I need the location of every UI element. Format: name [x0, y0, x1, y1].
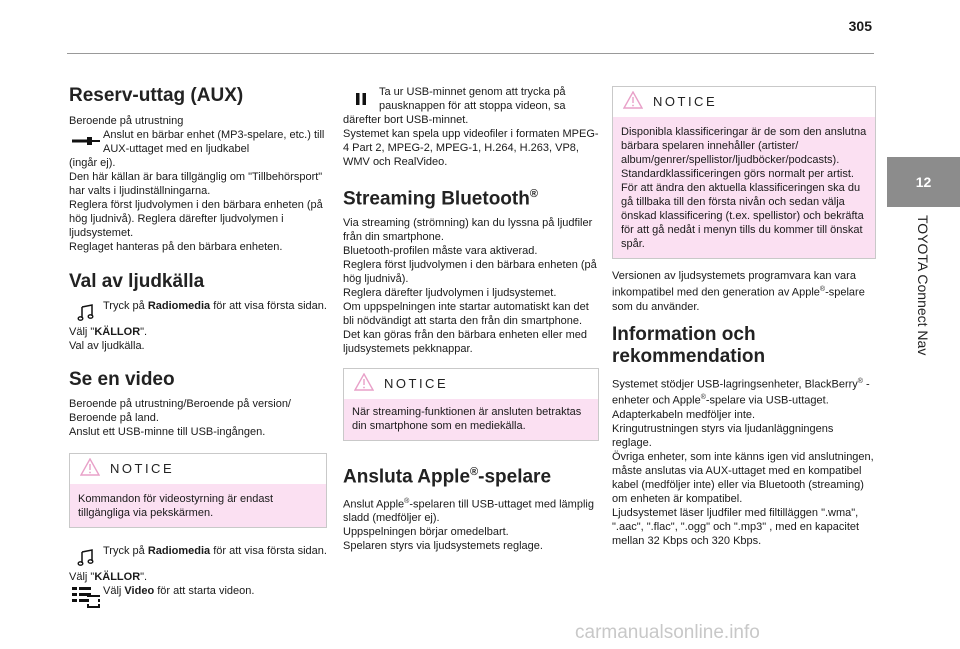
- registered-mark: ®: [470, 466, 479, 479]
- radiomedia-label: Radiomedia: [147, 300, 211, 312]
- warning-triangle-icon: [354, 373, 374, 395]
- notice-body: Disponibla klassificeringar är de som den anslutna bärbara spelaren innehåller (artister/ album/genrer/spellistor/ljudböcker/podcasts). Standardklassificeringen görs normalt per artist. För att ändra den aktuella klassificeringen ska du gå tillbaka till den första nivån och sedan välja önskad klassificering (t.ex. spellistor) och bekräfta för att gå nedåt i menyn tills du kommer till önskat spår.: [621, 126, 867, 250]
- text-part: Välj: [103, 585, 125, 597]
- source-radiomedia-text: [103, 299, 327, 313]
- notice-header: [70, 454, 326, 484]
- video-p1: Beroende på utrustning/Beroende på version/ Beroende på land.: [69, 398, 291, 424]
- watermark: carmanualsonline.info: [575, 622, 760, 643]
- video-p2: Anslut ett USB-minne till USB-ingången.: [69, 426, 266, 438]
- heading-text: Ansluta Apple: [343, 466, 471, 488]
- heading-text: -spelare: [478, 466, 552, 488]
- column-1: [69, 80, 327, 610]
- text-part: Tryck på: [103, 300, 148, 312]
- aux-cable-row: [69, 128, 327, 156]
- notice-box-video: [69, 453, 327, 528]
- bt-p4: Reglera därefter ljudvolymen i ljudsystemet.: [343, 287, 557, 300]
- video-select-text: [103, 584, 254, 598]
- bt-p5: Om uppspelningen inte startar automatiskt kan det bli nödvändigt att starta den från din smartphone.: [343, 301, 589, 328]
- bt-p3: Reglera först ljudvolymen i den bärbara enheten (på hög ljudnivå).: [343, 259, 597, 286]
- registered-mark: ®: [529, 188, 538, 200]
- video-list-icon: [69, 584, 103, 610]
- apple-p1: [343, 495, 599, 526]
- notice-header: [344, 369, 598, 399]
- info-p3: Övriga enheter, som inte känns igen vid anslutningen, måste anslutas via AUX-uttaget med en kompatibel kabel (medföljer inte) eller via Bluetooth (streaming) om enheten är kompatibel.: [612, 450, 874, 505]
- video-select-row: [69, 584, 327, 610]
- warning-triangle-icon: [80, 458, 100, 480]
- sources-label: KÄLLOR: [94, 571, 141, 583]
- notice-box-bluetooth: [343, 368, 599, 441]
- warning-triangle-icon: [623, 91, 643, 113]
- text-part: för att starta videon.: [154, 585, 255, 597]
- registered-mark: ®: [819, 286, 826, 293]
- pause-text: Ta ur USB-minnet genom att trycka på pausknappen för att stoppa videon, sa: [379, 86, 566, 112]
- source-choose: [69, 325, 327, 339]
- music-note-icon: [69, 299, 103, 325]
- heading-aux: Reserv-uttag (AUX): [69, 85, 244, 106]
- text-part: ".: [140, 571, 148, 583]
- aux-p4: Reglaget hanteras på den bärbara enheten.: [69, 241, 283, 253]
- video-radiomedia-text: [103, 544, 327, 558]
- column-2: [343, 80, 599, 553]
- chapter-title-text: TOYOTA Connect Nav: [915, 215, 931, 356]
- version-text: [612, 269, 876, 314]
- registered-mark: ®: [700, 394, 706, 402]
- video-radiomedia-row: [69, 544, 327, 570]
- notice-box-classification: [612, 86, 876, 259]
- radiomedia-label: Radiomedia: [147, 545, 211, 557]
- aux-cable-icon: [69, 128, 103, 154]
- heading-info: Information och rekommendation: [612, 323, 766, 367]
- text-part: Systemet stödjer USB-lagringsenheter, BlackBerry: [612, 378, 858, 391]
- bt-p2: Bluetooth-profilen måste vara aktiverad.: [343, 245, 538, 258]
- aux-cont: (ingår ej).: [69, 157, 116, 169]
- page-number: 305: [848, 18, 872, 34]
- heading-video: Se en video: [69, 369, 175, 390]
- text-part: -spelaren till USB-uttaget med lämplig sladd (medföljer ej).: [343, 498, 594, 525]
- text-part: Tryck på: [103, 545, 148, 557]
- registered-mark: ®: [857, 377, 863, 385]
- text-part: Välj ": [69, 571, 95, 583]
- aux-lead: Beroende på utrustning: [69, 115, 184, 127]
- pause-icon: [343, 85, 379, 113]
- formats-text: Systemet kan spela upp videofiler i formaten MPEG-4 Part 2, MPEG-2, MPEG-1, H.264, H.263, VP8, WMV och RealVideo.: [343, 128, 599, 168]
- pause-row: [343, 85, 599, 113]
- text-part: -enheter och Apple: [612, 378, 870, 407]
- bt-p6: Det kan göras från den bärbara enheten eller med ljudsystemets pekknappar.: [343, 329, 587, 356]
- notice-title: NOTICE: [653, 94, 718, 109]
- info-p2: Kringutrustningen styrs via ljudanläggningens reglage.: [612, 422, 834, 449]
- apple-p2: Uppspelningen börjar omedelbart.: [343, 526, 509, 539]
- aux-cable-text: Anslut en bärbar enhet (MP3-spelare, etc.) till AUX-uttaget med en ljudkabel: [103, 129, 325, 155]
- text-part: ".: [140, 326, 148, 338]
- sources-label: KÄLLOR: [94, 326, 141, 338]
- aux-p2: Den här källan är bara tillgänglig om "Tillbehörsport" har valts i ljudinställningarna.: [69, 171, 323, 197]
- notice-body: När streaming-funktionen är ansluten betraktas din smartphone som en mediekälla.: [352, 406, 582, 433]
- pause-cont: därefter bort USB-minnet.: [343, 114, 469, 126]
- apple-p3: Spelaren styrs via ljudsystemets reglage.: [343, 540, 543, 553]
- heading-source: Val av ljudkälla: [69, 271, 205, 292]
- text-part: för att visa första sidan.: [210, 545, 327, 557]
- source-radiomedia-row: [69, 299, 327, 325]
- video-label: Video: [124, 585, 155, 597]
- aux-p3: Reglera först ljudvolymen i den bärbara enheten (på hög ljudnivå). Reglera därefter ljudvolymen i ljudsystemet.: [69, 199, 323, 239]
- heading-text: Streaming Bluetooth: [343, 188, 530, 210]
- bt-p1: Via streaming (strömning) kan du lyssna på ljudfiler från din smartphone.: [343, 217, 593, 244]
- text-part: -spelare som du använder.: [612, 286, 865, 313]
- notice-body: Kommandon för videostyrning är endast tillgängliga via pekskärmen.: [78, 493, 274, 519]
- text-part: Anslut Apple: [343, 498, 405, 511]
- chapter-tab-title: [887, 215, 960, 475]
- text-part: -spelare via USB-uttaget. Adapterkabeln medföljer inte.: [612, 394, 829, 421]
- music-note-icon: [69, 544, 103, 570]
- heading-apple: [343, 461, 599, 488]
- text-part: Versionen av ljudsystemets programvara kan vara inkompatibel med den generation av Apple: [612, 270, 856, 299]
- text-part: för att visa första sidan.: [210, 300, 327, 312]
- video-choose: [69, 570, 327, 584]
- notice-title: NOTICE: [384, 376, 449, 392]
- column-3: [612, 80, 876, 548]
- header-rule: [67, 53, 874, 54]
- notice-header: [613, 87, 875, 117]
- text-part: Välj ": [69, 326, 95, 338]
- info-p1: [612, 375, 876, 422]
- registered-mark: ®: [404, 497, 410, 505]
- chapter-tab-number[interactable]: 12: [887, 157, 960, 207]
- notice-title: NOTICE: [110, 461, 175, 476]
- heading-bluetooth: [343, 183, 599, 210]
- info-p4: Ljudsystemet läser ljudfiler med filtilläggen ".wma", ".aac", ".flac", ".ogg" och ".mp3" , med en kapacitet mellan 32 Kbps och 320 Kbps.: [612, 506, 860, 547]
- source-p3: Val av ljudkälla.: [69, 340, 145, 352]
